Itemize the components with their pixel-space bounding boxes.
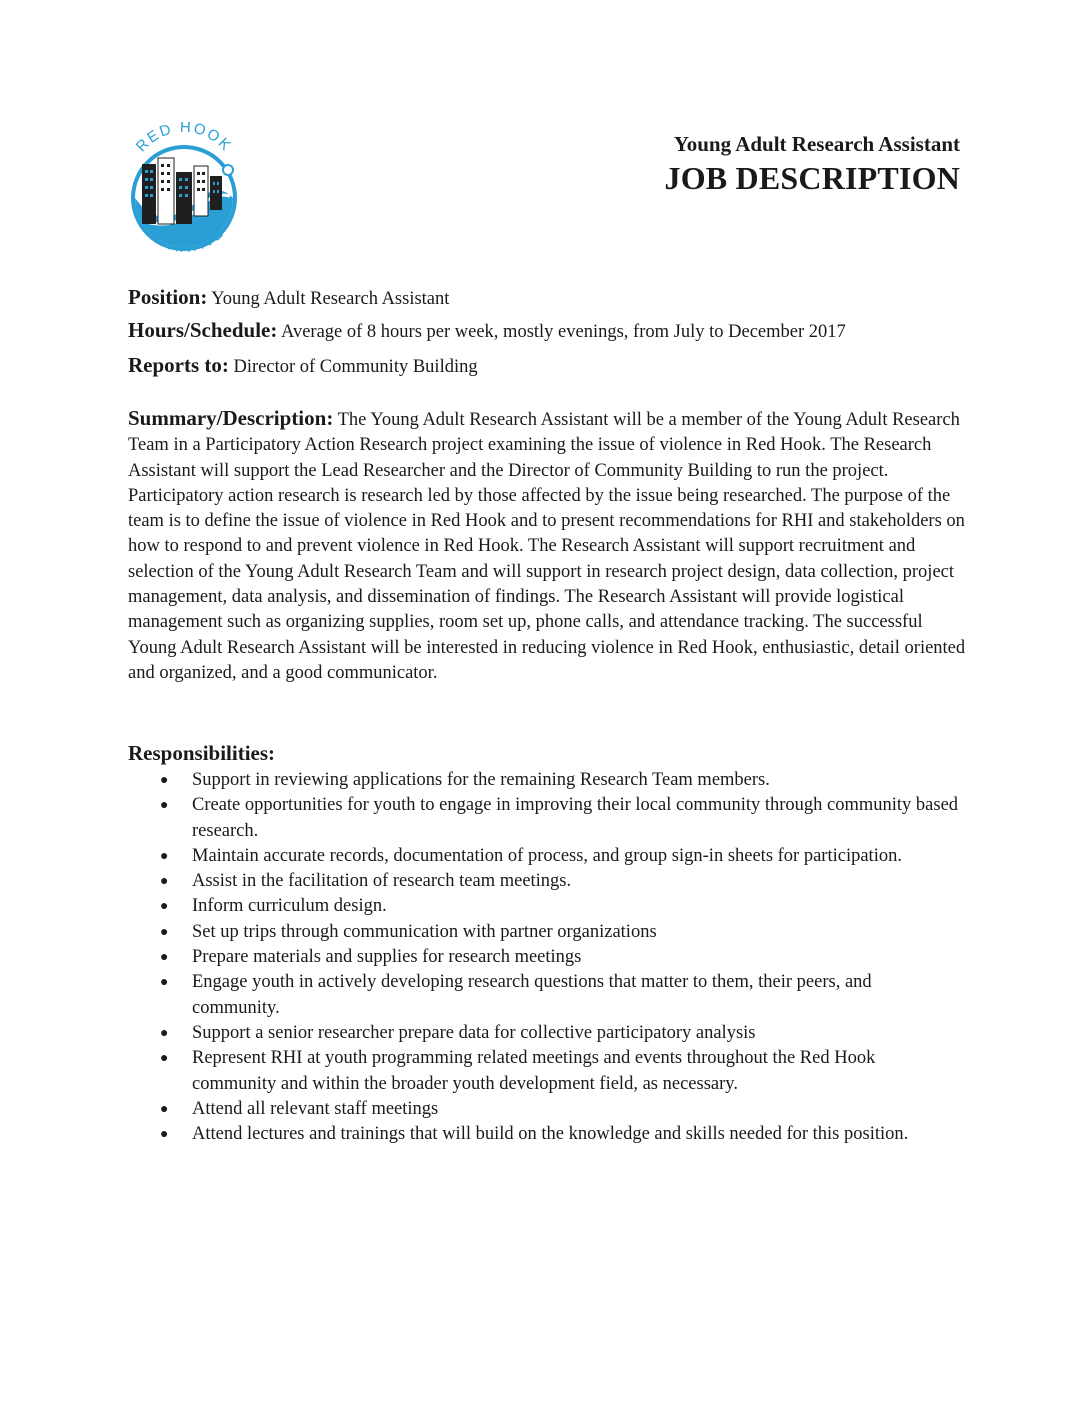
bullet-icon: ●	[160, 950, 169, 966]
bullet-icon: ●	[160, 1127, 169, 1143]
title-block	[665, 130, 961, 198]
position-row	[128, 284, 449, 312]
hours-value: Average of 8 hours per week, mostly evenings, from July to December 2017	[280, 322, 846, 342]
list-item	[160, 945, 960, 970]
responsibilities-heading: Responsibilities:	[128, 741, 276, 765]
bullet-icon: ●	[160, 773, 169, 788]
list-item	[160, 869, 960, 894]
bullet-icon: ●	[160, 924, 169, 940]
summary-label: Summary/Description:	[128, 406, 334, 430]
bullet-icon: ●	[160, 1051, 169, 1067]
list-item-text: Support a senior researcher prepare data for collective participatory analysis	[192, 1022, 756, 1043]
bullet-icon: ●	[160, 874, 169, 890]
list-item-text: Set up trips through communication with partner organizations	[192, 921, 657, 942]
position-label: Position:	[128, 285, 208, 309]
responsibilities-list	[160, 768, 960, 1147]
reports-value: Director of Community Building	[233, 357, 478, 377]
reports-label: Reports to:	[128, 353, 229, 377]
page-title: JOB DESCRIPTION	[664, 160, 960, 196]
list-item-text: Represent RHI at youth programming related meetings and events throughout the Red Hook community and within the broader youth development field, as necessary.	[192, 1048, 876, 1094]
list-item	[160, 894, 960, 919]
job-subtitle: Young Adult Research Assistant	[673, 132, 960, 156]
summary-section	[128, 406, 968, 686]
hours-label: Hours/Schedule:	[128, 318, 278, 342]
list-item-text: Inform curriculum design.	[192, 896, 387, 917]
logo-text-bottom: INITIATIVE	[143, 224, 227, 255]
logo-text-top: RED HOOK	[132, 122, 236, 156]
list-item	[160, 768, 960, 793]
list-item-text: Attend lectures and trainings that will build on the knowledge and skills needed for this position.	[192, 1124, 909, 1145]
reports-row	[128, 352, 478, 380]
list-item	[160, 920, 960, 945]
list-item-text: Attend all relevant staff meetings	[192, 1098, 439, 1119]
summary-text: The Young Adult Research Assistant will be a member of the Young Adult Research Team in a Participatory Action Research project examining the issue of violence in Red Hook. The Research Assistant will support the Lead Researcher and the Director of Community Building to run the project. Participatory action research is research led by those affected by the issue being researched. The purpose of the team is to define the issue of violence in Red Hook and to present recommendations for RHI and stakeholders on how to respond to and prevent violence in Red Hook. The Research Assistant will support recruitment and selection of the Young Adult Research Team and will support in research project design, data collection, project management, data analysis, and dissemination of findings. The Research Assistant will provide logistical management such as organizing supplies, room set up, phone calls, and attendance tracking. The successful Young Adult Research Assistant will be interested in reducing violence in Red Hook, enthusiastic, detail oriented and organized, and a good communicator.	[128, 410, 966, 683]
bullet-icon: ●	[160, 1025, 169, 1041]
list-item	[160, 1097, 960, 1122]
hours-row	[128, 317, 846, 345]
list-item	[160, 970, 960, 1021]
list-item	[160, 1021, 960, 1046]
list-item	[160, 1046, 960, 1097]
bullet-icon: ●	[160, 1101, 169, 1117]
position-value: Young Adult Research Assistant	[211, 289, 450, 309]
list-item-text: Assist in the facilitation of research team meetings.	[192, 871, 572, 892]
list-item-text: Prepare materials and supplies for research meetings	[192, 947, 582, 968]
list-item	[160, 844, 960, 869]
bullet-icon: ●	[160, 798, 169, 814]
red-hook-initiative-logo	[118, 122, 250, 272]
bullet-icon: ●	[160, 975, 169, 991]
list-item-text: Engage youth in actively developing research questions that matter to them, their peers, and community.	[192, 972, 872, 1018]
list-item-text: Create opportunities for youth to engage in improving their local community through community based research.	[192, 795, 959, 841]
list-item-text: Support in reviewing applications for the remaining Research Team members.	[192, 770, 770, 790]
list-item	[160, 1122, 960, 1147]
list-item-text: Maintain accurate records, documentation of process, and group sign-in sheets for participation.	[192, 845, 902, 866]
bullet-icon: ●	[160, 899, 169, 915]
bullet-icon: ●	[160, 848, 169, 864]
list-item	[160, 793, 960, 844]
